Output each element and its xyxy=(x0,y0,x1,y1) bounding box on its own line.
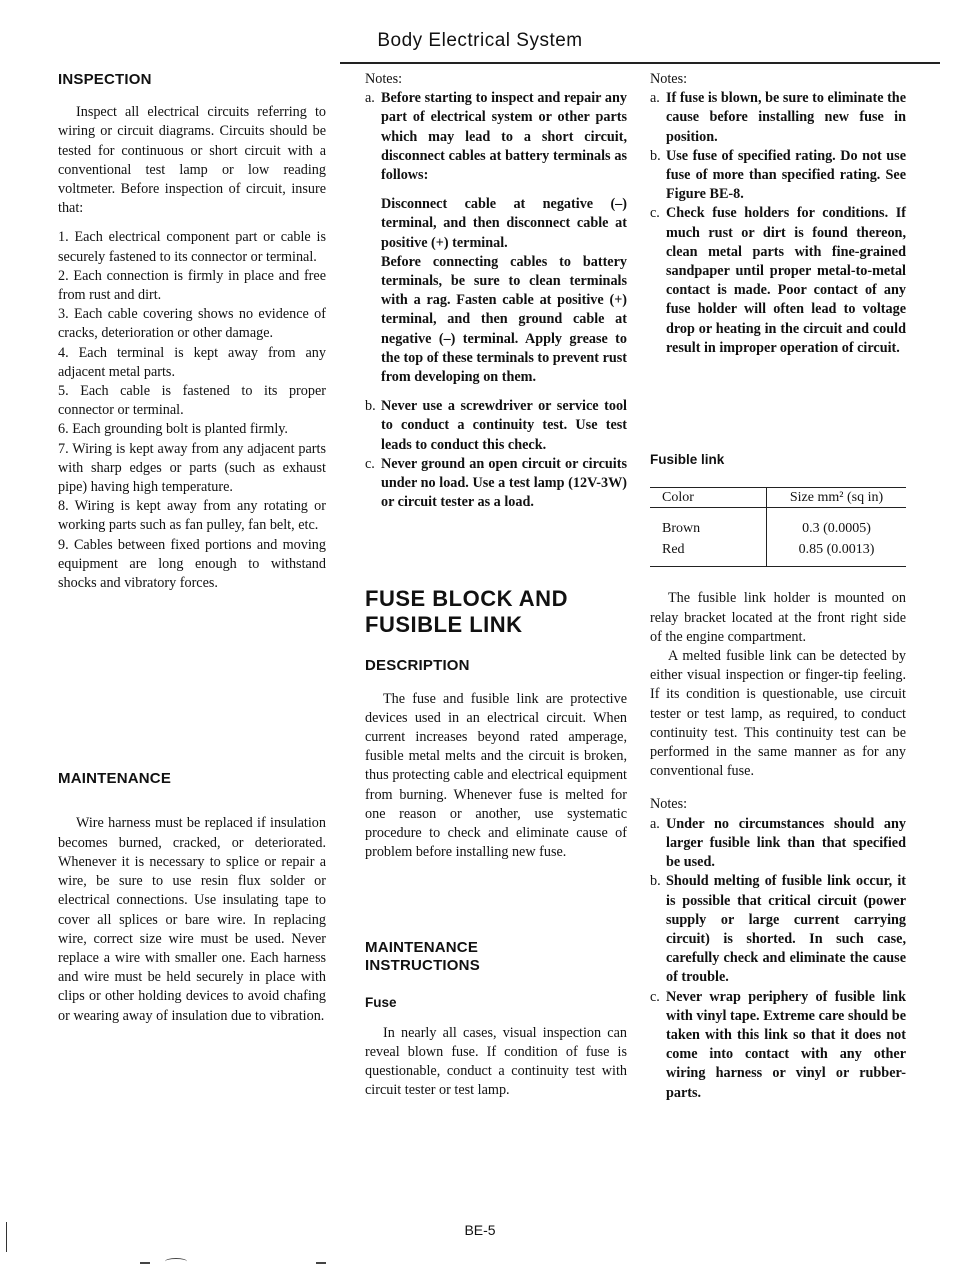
column-left xyxy=(58,70,326,1026)
table-header-color: Color xyxy=(650,488,767,508)
notes-label: Notes: xyxy=(650,71,688,87)
fusible-link-table xyxy=(650,487,906,567)
note-marker: a. xyxy=(365,90,375,107)
description-heading: DESCRIPTION xyxy=(365,657,470,675)
table-cell-size-brown: 0.3 (0.0005) xyxy=(802,521,871,537)
note-text: If fuse is blown, be sure to eliminate the cause before installing new fuse in position. xyxy=(666,90,906,145)
note-marker: b. xyxy=(365,398,376,415)
maintenance-heading: MAINTENANCE xyxy=(58,770,172,788)
column-middle xyxy=(365,70,627,1101)
note-text: Should melting of fusible link occur, it is possible that critical circuit (power supply or large current carrying circuit) is shorted. In such case, carefully check and eliminate the cause of trouble. xyxy=(666,873,906,986)
note2-c xyxy=(650,988,906,1103)
note-marker: b. xyxy=(650,873,661,890)
fuse-heading-line2: FUSIBLE LINK xyxy=(365,612,523,638)
fuse-block-heading xyxy=(365,586,627,638)
scan-mark xyxy=(165,1258,187,1265)
fusible-link-heading: Fusible link xyxy=(650,452,725,468)
table-bottom-rule xyxy=(650,560,906,567)
note-a-sub1: Disconnect cable at negative (–) terminal, and then disconnect cable at positive (+) terminal. xyxy=(381,196,627,251)
table-cell-color xyxy=(650,508,767,561)
note2-b xyxy=(650,872,906,987)
inspection-item: 5. Each cable is fastened to its proper connector or terminal. xyxy=(58,383,326,419)
maint-instr-line1: MAINTENANCE xyxy=(365,938,479,956)
note-marker: b. xyxy=(650,147,661,164)
note-text: Under no circumstances should any larger fusible link than that specified be used. xyxy=(666,815,906,871)
note-a xyxy=(650,89,906,147)
table-header-row xyxy=(650,488,906,508)
header-rule xyxy=(340,62,940,64)
scan-edge-line xyxy=(6,1222,7,1252)
inspection-item: 6. Each grounding bolt is planted firmly. xyxy=(58,421,288,438)
note-marker: a. xyxy=(650,815,660,832)
fuse-body: In nearly all cases, visual inspection can reveal blown fuse. If condition of fuse is questionable, conduct a continuity test with circuit tester or test lamp. xyxy=(365,1024,627,1099)
table-cell-color-brown: Brown xyxy=(662,521,701,537)
scan-mark xyxy=(140,1262,150,1264)
melted-body: A melted fusible link can be detected by either visual inspection or finger-tip feeling. If its condition is questionable, use circuit tester or test lamp, as required, to conduct continuity test. This continuity test can be performed in the same manner as for any conventional fuse. xyxy=(650,648,906,780)
note-text: Never ground an open circuit or circuits under no load. Use a test lamp (12V-3W) or circuit tester as a load. xyxy=(381,455,627,511)
note-b xyxy=(365,397,627,455)
inspection-heading: INSPECTION xyxy=(58,71,152,88)
maintenance-instructions-heading xyxy=(365,939,627,975)
table-cell-color-red: Red xyxy=(662,542,685,558)
inspection-item: 2. Each connection is firmly in place and free from rust and dirt. xyxy=(58,267,326,304)
column-right xyxy=(650,70,906,1103)
table-cell-size xyxy=(767,508,907,561)
inspection-intro: Inspect all electrical circuits referring to wiring or circuit diagrams. Circuits should be tested for continuous or short circuit with a conventional test lamp or low reading voltmeter. Before inspection of circuit, insure that: xyxy=(58,104,326,217)
table-header-size: Size mm² (sq in) xyxy=(767,488,907,508)
scan-mark xyxy=(316,1262,326,1264)
notes2-label: Notes: xyxy=(650,796,688,813)
note-marker: a. xyxy=(650,90,660,107)
inspection-item: 7. Wiring is kept away from any adjacent parts with sharp edges or parts (such as exhaust pipe) having high temperature. xyxy=(58,440,326,496)
inspection-item: 4. Each terminal is kept away from any adjacent metal parts. xyxy=(58,344,326,380)
fuse-heading-line1: FUSE BLOCK AND xyxy=(365,586,568,612)
maint-instr-line2: INSTRUCTIONS xyxy=(365,956,480,974)
note-text: Use fuse of specified rating. Do not use fuse of more than specified rating. See Figure BE-8. xyxy=(666,147,906,203)
inspection-item: 3. Each cable covering shows no evidence of cracks, deterioration or other damage. xyxy=(58,306,326,342)
notes-label: Notes: xyxy=(365,71,403,87)
maintenance-body: Wire harness must be replaced if insulation becomes burned, cracked, or deteriorated. Whenever it is necessary to splice or repair a wire, be sure to use resin flux solder or electrical connections. Use insulating tape to cover all splices or bare wire. In replacing wire, correct size wire must be used. Never replace a wire with smaller one. Each harness and wire must be held securely in place with clips or other holding devices to avoid chafing or wearing away of insulation due to vibration. xyxy=(58,815,326,1024)
note-text: Never wrap periphery of fusible link with vinyl tape. Extreme care should be taken with this link so that it does not come into contact with any other wiring harness or vinyl or rubber-parts. xyxy=(666,988,906,1101)
holder-body: The fusible link holder is mounted on relay bracket located at the front right side of the engine compartment. xyxy=(650,590,906,645)
inspection-item: 9. Cables between fixed portions and moving equipment are long enough to withstand shocks and vibratory forces. xyxy=(58,536,326,592)
note-text: Check fuse holders for conditions. If much rust or dirt is found thereon, clean metal parts with fine-grained sandpaper until proper metal-to-metal contact is made. Poor contact of any fuse holder will often lead to voltage drop or heating in the circuit and could result in improper operation of circuit. xyxy=(666,205,906,356)
note-marker: c. xyxy=(650,988,660,1005)
note-a xyxy=(365,89,627,185)
description-body: The fuse and fusible link are protective devices used in an electrical circuit. When current increases beyond rated amperage, fusible metal melts and the circuit is broken, thus protecting cable and electrical equipment from burning. Whenever fuse is melted for one reason or another, use systematic procedure to check and eliminate cause of problem before installing new fuse. xyxy=(365,690,627,861)
note-c xyxy=(650,204,906,358)
page-header-title: Body Electrical System xyxy=(377,30,583,51)
table-row xyxy=(650,508,906,561)
note-text: Before starting to inspect and repair any part of electrical system or other parts which may lead to a short circuit, disconnect cables at battery terminals as follows: xyxy=(381,90,627,184)
note-text: Never use a screwdriver or service tool to conduct a continuity test. Use test leads to conduct this check. xyxy=(381,398,627,453)
page-number: BE-5 xyxy=(464,1222,496,1238)
note-marker: c. xyxy=(365,455,375,472)
note-a-sub2: Before connecting cables to battery terminals, be sure to clean terminals with a rag. Fasten cable at positive (+) terminal, and then ground cable at negative (–) terminal. Apply grease to the top of these terminals to prevent rust from developing on them. xyxy=(381,253,628,386)
table-cell-size-red: 0.85 (0.0013) xyxy=(798,542,875,558)
note-b xyxy=(650,147,906,205)
note2-a xyxy=(650,815,906,873)
inspection-item: 1. Each electrical component part or cable is securely fastened to its connector or terminal. xyxy=(58,229,326,265)
note-c xyxy=(365,455,627,513)
note-marker: c. xyxy=(650,205,660,222)
fuse-subheading: Fuse xyxy=(365,994,397,1010)
inspection-item: 8. Wiring is kept away from any rotating or working parts such as fan pulley, fan belt, etc. xyxy=(58,498,326,534)
